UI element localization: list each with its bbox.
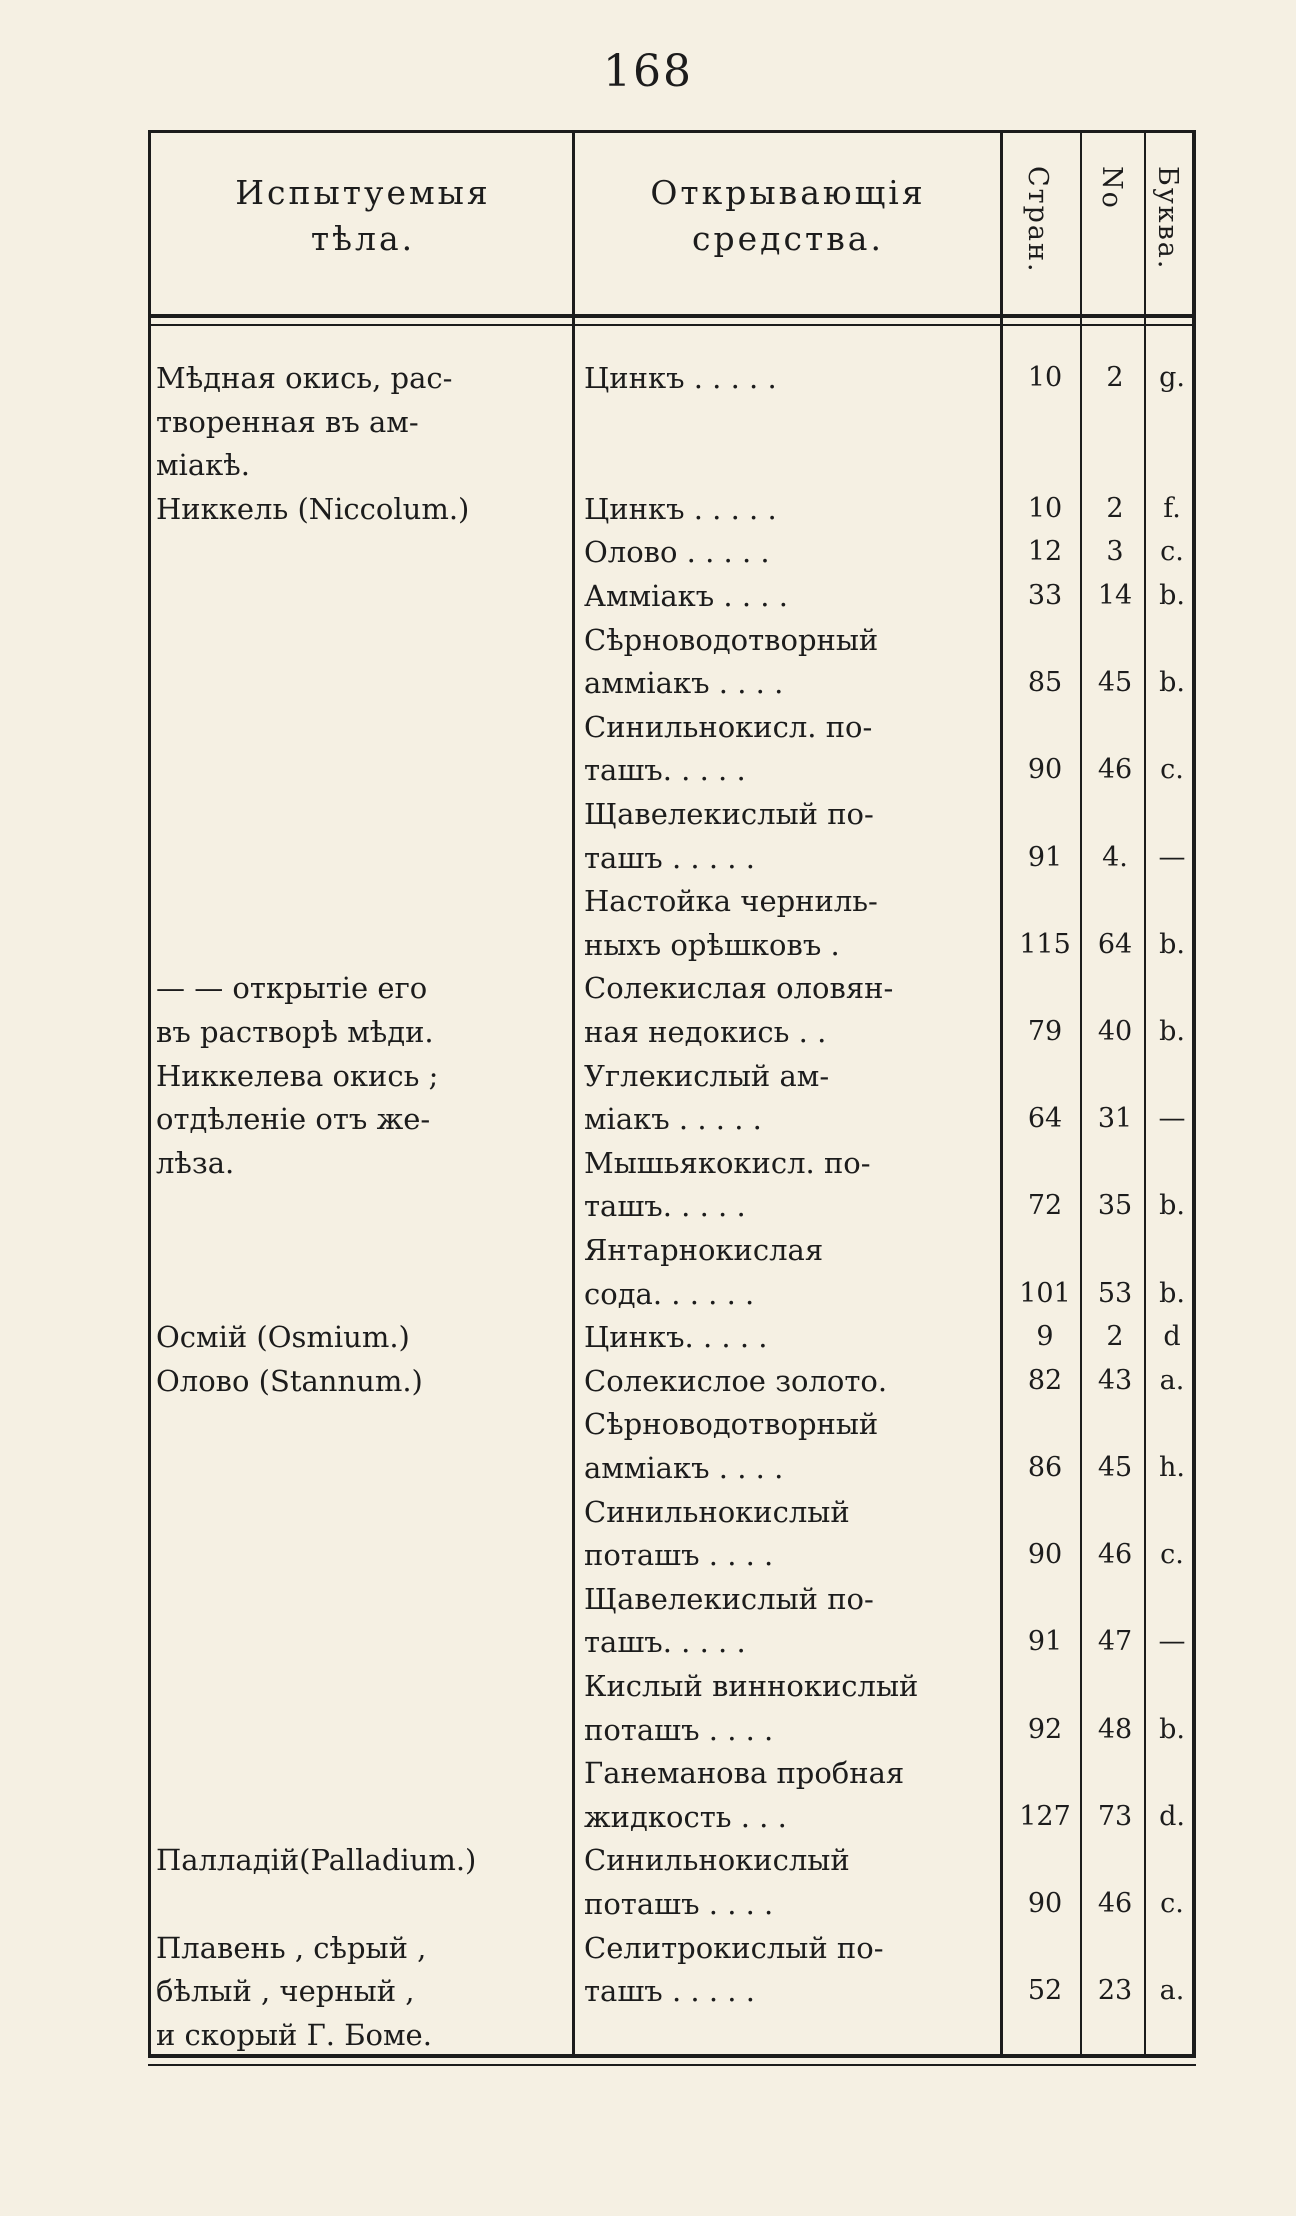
table-row (148, 1577, 1196, 1621)
header-rule-thin (148, 324, 1196, 326)
table-row (148, 1969, 1196, 2013)
cell-letter (1148, 400, 1196, 444)
cell-subject (156, 1490, 564, 1534)
cell-letter: b. (1159, 1016, 1185, 1047)
table-row (148, 748, 1196, 792)
cell-number (1084, 1402, 1146, 1446)
table-row (148, 1664, 1196, 1708)
table-row (148, 1838, 1196, 1882)
table-row (148, 487, 1196, 531)
cell-page: 72 (1027, 1190, 1063, 1222)
cell-letter: c. (1160, 754, 1184, 786)
cell-subject: лѣза. (156, 1145, 235, 1180)
cell-number: 46 (1097, 1539, 1133, 1571)
table-row (148, 1708, 1196, 1752)
table-row (148, 923, 1196, 967)
cell-subject (156, 1533, 564, 1577)
table-row (148, 1446, 1196, 1490)
cell-agent: сода. . . . . . (584, 1276, 755, 1311)
cell-letter (1148, 1402, 1196, 1446)
cell-subject (156, 1402, 564, 1446)
cell-subject: Осмій (Osmium.) (156, 1320, 410, 1355)
cell-subject (156, 1228, 564, 1272)
cell-letter (1148, 1141, 1196, 1185)
cell-subject: бѣлый , черный , (156, 1974, 415, 2009)
cell-subject (156, 661, 564, 705)
header-letter: Буква. (1152, 166, 1183, 271)
cell-page: 64 (1027, 1103, 1063, 1135)
cell-letter (1148, 1926, 1196, 1970)
cell-letter (1148, 2013, 1196, 2057)
cell-subject (156, 1882, 564, 1926)
cell-letter: a. (1159, 1364, 1185, 1396)
cell-letter: c. (1160, 1888, 1184, 1919)
cell-number: 73 (1097, 1800, 1133, 1832)
cell-agent: міакъ . . . . . (584, 1102, 762, 1137)
cell-subject (156, 1272, 564, 1316)
cell-agent: ныхъ орѣшковъ . (584, 927, 840, 962)
cell-number: 45 (1097, 667, 1133, 699)
cell-number: 53 (1097, 1277, 1133, 1309)
cell-page (1008, 1751, 1082, 1795)
cell-number (1084, 705, 1146, 749)
cell-page: 90 (1027, 1888, 1063, 1919)
cell-agent: Селитрокислый по- (584, 1930, 884, 1965)
cell-number: 46 (1097, 1888, 1133, 1919)
table-row (148, 1054, 1196, 1098)
cell-letter: — (1158, 1103, 1186, 1135)
cell-letter (1148, 879, 1196, 923)
cell-page (1008, 1141, 1082, 1185)
cell-agent: ташъ . . . . . (584, 1974, 755, 2009)
table-row (148, 879, 1196, 923)
cell-number: 2 (1106, 362, 1124, 393)
cell-subject: отдѣленіе отъ же- (156, 1102, 431, 1137)
cell-agent: Цинкъ . . . . . (584, 491, 777, 526)
cell-subject (156, 923, 564, 967)
cell-number (1084, 400, 1146, 444)
table-row (148, 443, 1196, 487)
cell-letter (1148, 705, 1196, 749)
cell-letter: b. (1159, 667, 1185, 699)
cell-number: 48 (1097, 1713, 1133, 1745)
cell-subject: творенная въ ам- (156, 404, 419, 439)
cell-agent: Щавелекислый по- (584, 1581, 874, 1616)
table-row (148, 1882, 1196, 1926)
cell-page: 82 (1027, 1364, 1063, 1396)
cell-number: 2 (1106, 1321, 1124, 1353)
cell-letter: h. (1159, 1452, 1185, 1483)
cell-agent: Солекислая оловян- (584, 971, 894, 1006)
cell-page (1008, 1490, 1082, 1534)
cell-page: 91 (1027, 841, 1063, 873)
table-row (148, 400, 1196, 444)
cell-subject: Олово (Stannum.) (156, 1363, 423, 1398)
cell-agent: аммiакъ . . . . (584, 1451, 784, 1485)
cell-agent: поташъ . . . . (584, 1712, 774, 1747)
table-row (148, 1620, 1196, 1664)
cell-number: 43 (1097, 1364, 1133, 1396)
cell-subject (156, 836, 564, 880)
cell-page: 85 (1027, 667, 1063, 699)
cell-agent: ташъ. . . . . (584, 1189, 746, 1224)
table-row (148, 1272, 1196, 1316)
cell-page: 52 (1027, 1975, 1063, 2007)
cell-agent: Цинкъ . . . . . (584, 361, 777, 395)
header-agent (580, 170, 996, 262)
cell-number: 23 (1097, 1975, 1133, 2007)
header-subject-line1: Испытуемыя (235, 173, 491, 212)
cell-letter: — (1158, 1626, 1186, 1658)
cell-page: 90 (1027, 1539, 1063, 1571)
cell-agent: Сѣрноводотворный (584, 622, 879, 657)
cell-letter: d. (1159, 1800, 1185, 1832)
cell-letter (1148, 1054, 1196, 1098)
cell-agent: Ганеманова пробная (584, 1756, 905, 1791)
header-subject (158, 170, 568, 262)
cell-number: 45 (1097, 1452, 1133, 1483)
cell-number (1084, 792, 1146, 836)
cell-number: 2 (1106, 492, 1124, 524)
cell-letter: b. (1159, 580, 1185, 611)
cell-subject (156, 574, 564, 618)
cell-subject (156, 879, 564, 923)
table-row (148, 1141, 1196, 1185)
header-page: Стран. (1022, 166, 1053, 274)
cell-page: 92 (1027, 1713, 1063, 1745)
cell-agent: Янтарнокислая (584, 1233, 824, 1267)
cell-subject (156, 618, 564, 662)
cell-letter (1148, 1751, 1196, 1795)
cell-letter: f. (1163, 492, 1181, 524)
header-number: No (1096, 166, 1127, 210)
cell-letter: b. (1159, 1277, 1185, 1309)
cell-subject (156, 792, 564, 836)
cell-page: 12 (1027, 536, 1063, 568)
table-row (148, 836, 1196, 880)
cell-number: 47 (1097, 1626, 1133, 1658)
cell-page: 86 (1027, 1452, 1063, 1483)
cell-agent: поташъ . . . . (584, 1887, 774, 1921)
table-row (148, 1097, 1196, 1141)
cell-number (1084, 1926, 1146, 1970)
cell-number (1084, 1228, 1146, 1272)
cell-page (1008, 1664, 1082, 1708)
table-row (148, 618, 1196, 662)
table-row (148, 1795, 1196, 1839)
table-row (148, 574, 1196, 618)
cell-letter (1148, 443, 1196, 487)
cell-letter (1148, 792, 1196, 836)
cell-page: 10 (1027, 492, 1063, 524)
cell-page: 10 (1027, 362, 1063, 393)
cell-number (1084, 618, 1146, 662)
cell-agent: ташъ . . . . . (584, 840, 755, 875)
cell-letter: g. (1159, 362, 1185, 393)
cell-subject (156, 1184, 564, 1228)
bottom-rule-thin (148, 2064, 1196, 2066)
cell-agent: Солекислое золото. (584, 1363, 888, 1398)
cell-subject: — — открытіе его (156, 971, 428, 1006)
cell-agent: Мышьякокисл. по- (584, 1145, 871, 1180)
cell-agent: Синильнокисл. по- (584, 709, 873, 744)
cell-page: 127 (1019, 1800, 1071, 1832)
cell-subject (156, 1708, 564, 1752)
header-rule (148, 314, 1196, 318)
cell-page (1008, 1228, 1082, 1272)
cell-letter: — (1158, 841, 1186, 873)
table-row (148, 966, 1196, 1010)
cell-number (1084, 1838, 1146, 1882)
cell-subject: Палладій(Palladium.) (156, 1843, 477, 1878)
table-row (148, 1490, 1196, 1534)
cell-page (1008, 1577, 1082, 1621)
cell-agent: ташъ. . . . . (584, 1625, 746, 1660)
cell-subject: Никкель (Niccolum.) (156, 491, 470, 526)
table-row (148, 661, 1196, 705)
cell-number (1084, 1054, 1146, 1098)
cell-agent: Цинкъ. . . . . (584, 1320, 768, 1355)
cell-subject (156, 1577, 564, 1621)
cell-agent: Аммiакъ . . . . (584, 579, 788, 613)
table-row (148, 1228, 1196, 1272)
cell-subject: и скорый Г. Боме. (156, 2017, 432, 2052)
cell-page (1008, 443, 1082, 487)
cell-subject (156, 1795, 564, 1839)
reagent-table (148, 130, 1196, 2070)
cell-letter (1148, 966, 1196, 1010)
cell-page (1008, 879, 1082, 923)
table-row (148, 1359, 1196, 1403)
cell-letter (1148, 1228, 1196, 1272)
cell-agent: Сѣрноводотворный (584, 1407, 879, 1442)
cell-agent: жидкость . . . (584, 1799, 787, 1834)
cell-number (1084, 1577, 1146, 1621)
cell-letter (1148, 1577, 1196, 1621)
header-agent-line2: средства. (692, 219, 884, 258)
cell-subject: Мѣдная окись, рас- (156, 361, 453, 395)
cell-agent: Углекислый ам- (584, 1058, 830, 1093)
cell-agent: ташъ. . . . . (584, 753, 746, 788)
cell-agent: Олово . . . . . (584, 535, 770, 570)
cell-subject (156, 1620, 564, 1664)
cell-subject (156, 748, 564, 792)
cell-page (1008, 966, 1082, 1010)
cell-agent: поташъ . . . . (584, 1538, 774, 1573)
table-row (148, 792, 1196, 836)
cell-page (1008, 792, 1082, 836)
table-row (148, 356, 1196, 400)
cell-page (1008, 618, 1082, 662)
cell-page (1008, 1402, 1082, 1446)
cell-agent: Настойка черниль- (584, 884, 878, 919)
cell-agent: Кислый виннокислый (584, 1669, 919, 1703)
cell-page: 9 (1036, 1321, 1054, 1353)
cell-number: 46 (1097, 754, 1133, 786)
cell-subject (156, 1664, 564, 1708)
cell-subject (156, 1751, 564, 1795)
cell-agent: Синильнокислый (584, 1843, 850, 1878)
cell-letter (1148, 1664, 1196, 1708)
cell-agent: Щавелекислый по- (584, 797, 874, 831)
cell-number (1084, 2013, 1146, 2057)
cell-letter: c. (1160, 1539, 1184, 1571)
cell-letter: b. (1159, 1190, 1185, 1222)
cell-subject: міакѣ. (156, 448, 250, 483)
cell-letter (1148, 618, 1196, 662)
cell-page (1008, 1054, 1082, 1098)
cell-subject (156, 530, 564, 574)
cell-page (1008, 1838, 1082, 1882)
cell-page (1008, 400, 1082, 444)
cell-number: 14 (1097, 580, 1133, 611)
cell-letter (1148, 1490, 1196, 1534)
cell-page: 79 (1027, 1016, 1063, 1047)
cell-subject: Никкелева окись ; (156, 1058, 439, 1093)
cell-number: 35 (1097, 1190, 1133, 1222)
cell-number: 40 (1097, 1016, 1133, 1047)
cell-number: 4. (1102, 841, 1128, 873)
table-row (148, 1184, 1196, 1228)
cell-number: 3 (1106, 536, 1124, 568)
table-row (148, 1402, 1196, 1446)
cell-letter: b. (1159, 1713, 1185, 1745)
cell-page: 101 (1019, 1277, 1071, 1309)
cell-number: 64 (1097, 928, 1133, 960)
table-row (148, 1315, 1196, 1359)
cell-agent: ная недокись . . (584, 1015, 827, 1049)
table-row (148, 1926, 1196, 1970)
cell-number (1084, 1664, 1146, 1708)
cell-letter: d (1163, 1321, 1181, 1353)
cell-letter: a. (1159, 1975, 1185, 2007)
cell-number (1084, 966, 1146, 1010)
table-row (148, 2013, 1196, 2057)
cell-number (1084, 443, 1146, 487)
cell-page: 90 (1027, 754, 1063, 786)
cell-page (1008, 2013, 1082, 2057)
cell-letter (1148, 1838, 1196, 1882)
cell-agent: Синильнокислый (584, 1494, 850, 1529)
header-agent-line1: Открывающія (650, 173, 926, 212)
cell-page (1008, 705, 1082, 749)
cell-number (1084, 879, 1146, 923)
cell-letter: c. (1160, 536, 1184, 568)
cell-subject: въ растворѣ мѣди. (156, 1015, 434, 1049)
cell-agent: аммiакъ . . . . (584, 666, 784, 701)
cell-number: 31 (1097, 1103, 1133, 1135)
cell-number (1084, 1141, 1146, 1185)
cell-subject: Плавень , сѣрый , (156, 1930, 427, 1965)
cell-page: 91 (1027, 1626, 1063, 1658)
table-row (148, 1010, 1196, 1054)
cell-page: 115 (1019, 928, 1071, 960)
cell-page (1008, 1926, 1082, 1970)
cell-number (1084, 1751, 1146, 1795)
table-row (148, 1533, 1196, 1577)
cell-subject (156, 705, 564, 749)
table-row (148, 1751, 1196, 1795)
cell-subject (156, 1446, 564, 1490)
cell-page: 33 (1027, 580, 1063, 611)
table-row (148, 705, 1196, 749)
cell-letter: b. (1159, 928, 1185, 960)
page-number: 168 (603, 46, 693, 97)
header-subject-line2: тѣла. (310, 219, 416, 258)
cell-number (1084, 1490, 1146, 1534)
top-rule (148, 130, 1196, 133)
table-row (148, 530, 1196, 574)
